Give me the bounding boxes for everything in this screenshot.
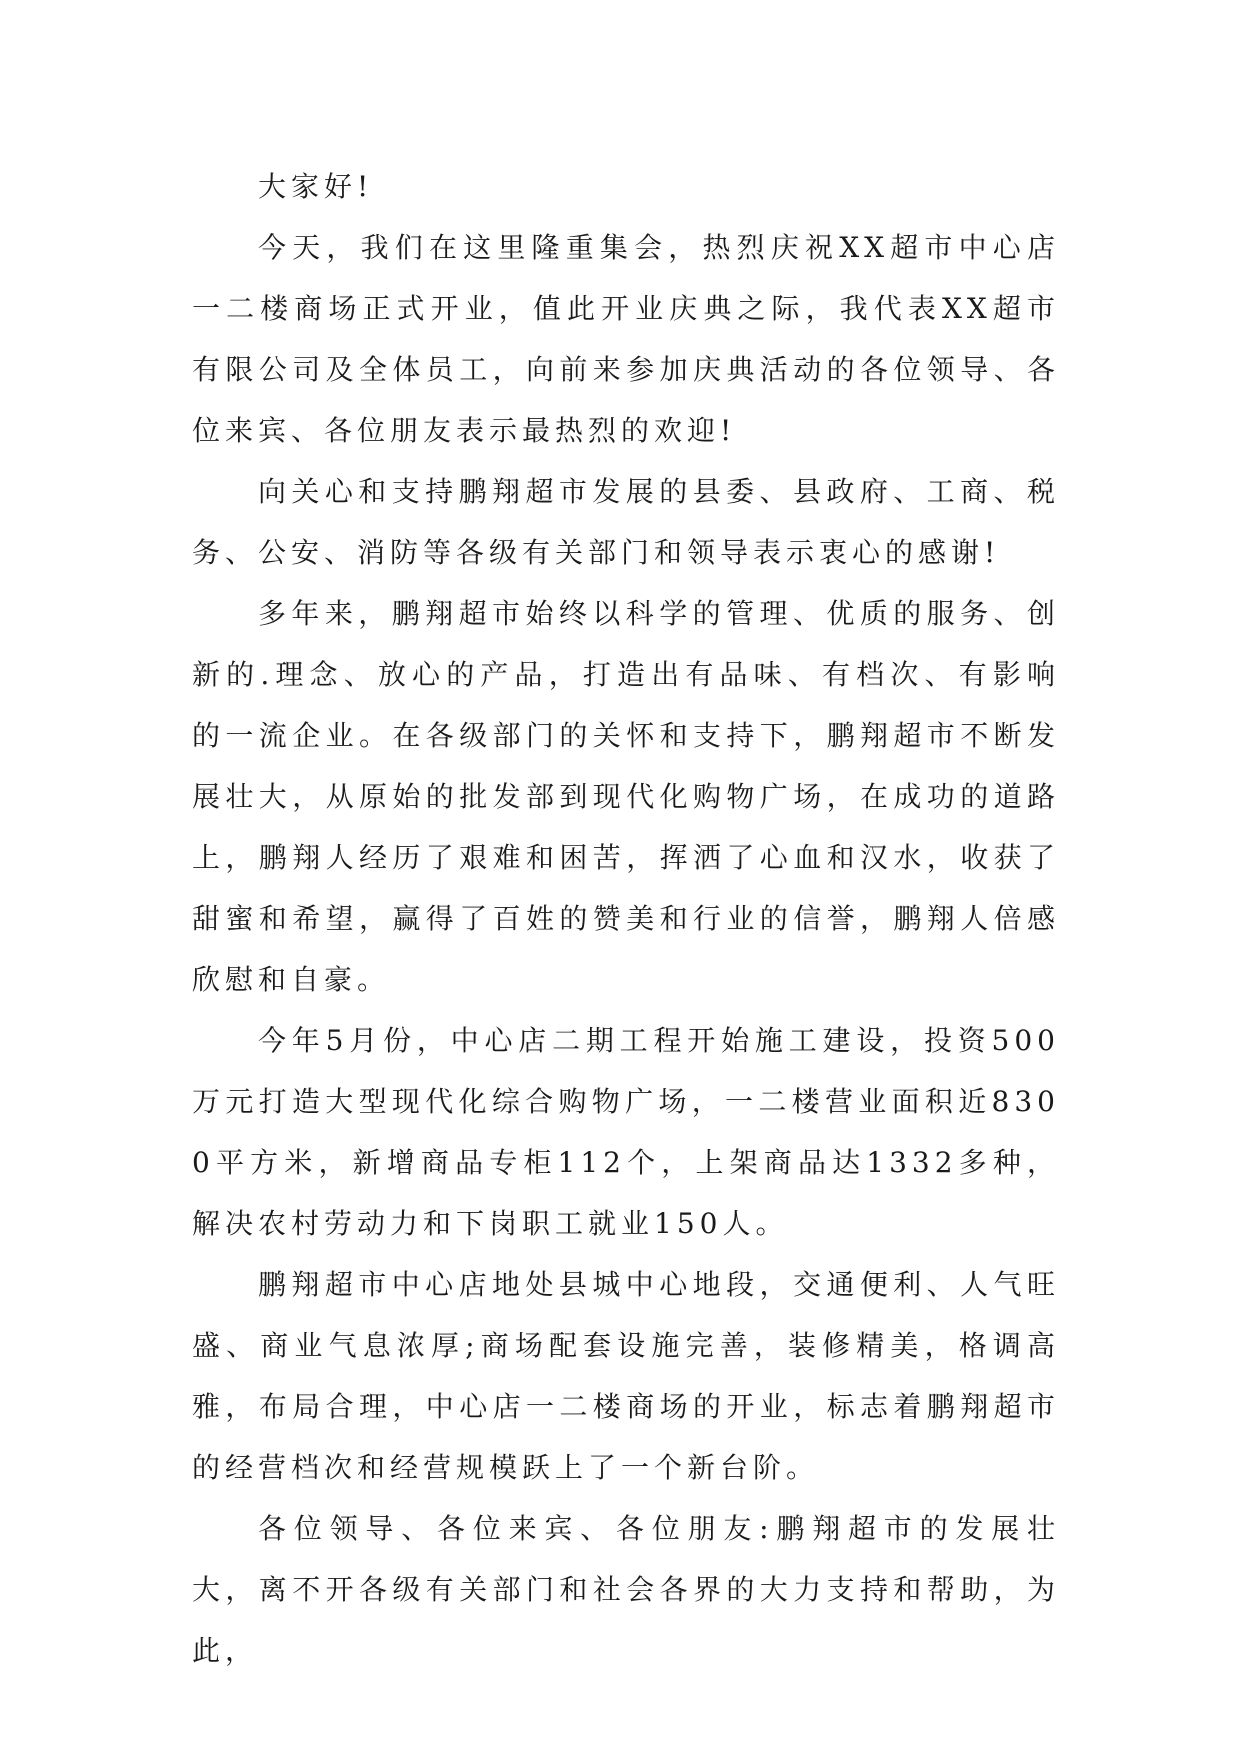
paragraph-project: 今年5月份，中心店二期工程开始施工建设，投资500万元打造大型现代化综合购物广场，一二楼营业面积近8300平方米，新增商品专柜112个，上架商品达1332多种，解决农村劳动力和下岗职工就业150人。 [192, 1024, 1060, 1240]
paragraph-location: 鹏翔超市中心店地处县城中心地段，交通便利、人气旺盛、商业气息浓厚;商场配套设施完善，装修精美，格调高雅，布局合理，中心店一二楼商场的开业，标志着鹏翔超市的经营档次和经营规模跃上了一个新台阶。 [192, 1268, 1060, 1484]
paragraph-greeting: 大家好! [258, 170, 374, 203]
document-body [192, 156, 1060, 1681]
paragraph-thanks: 向关心和支持鹏翔超市发展的县委、县政府、工商、税务、公安、消防等各级有关部门和领导表示衷心的感谢! [192, 475, 1060, 569]
paragraph-opening: 今天，我们在这里隆重集会，热烈庆祝XX超市中心店一二楼商场正式开业，值此开业庆典之际，我代表XX超市有限公司及全体员工，向前来参加庆典活动的各位领导、各位来宾、各位朋友表示最热烈的欢迎! [192, 231, 1060, 447]
paragraph-closing: 各位领导、各位来宾、各位朋友:鹏翔超市的发展壮大，离不开各级有关部门和社会各界的大力支持和帮助，为此， [192, 1512, 1060, 1667]
paragraph-history: 多年来，鹏翔超市始终以科学的管理、优质的服务、创新的.理念、放心的产品，打造出有品味、有档次、有影响的一流企业。在各级部门的关怀和支持下，鹏翔超市不断发展壮大，从原始的批发部到现代化购物广场，在成功的道路上，鹏翔人经历了艰难和困苦，挥洒了心血和汉水，收获了甜蜜和希望，赢得了百姓的赞美和行业的信誉，鹏翔人倍感欣慰和自豪。 [192, 597, 1060, 996]
